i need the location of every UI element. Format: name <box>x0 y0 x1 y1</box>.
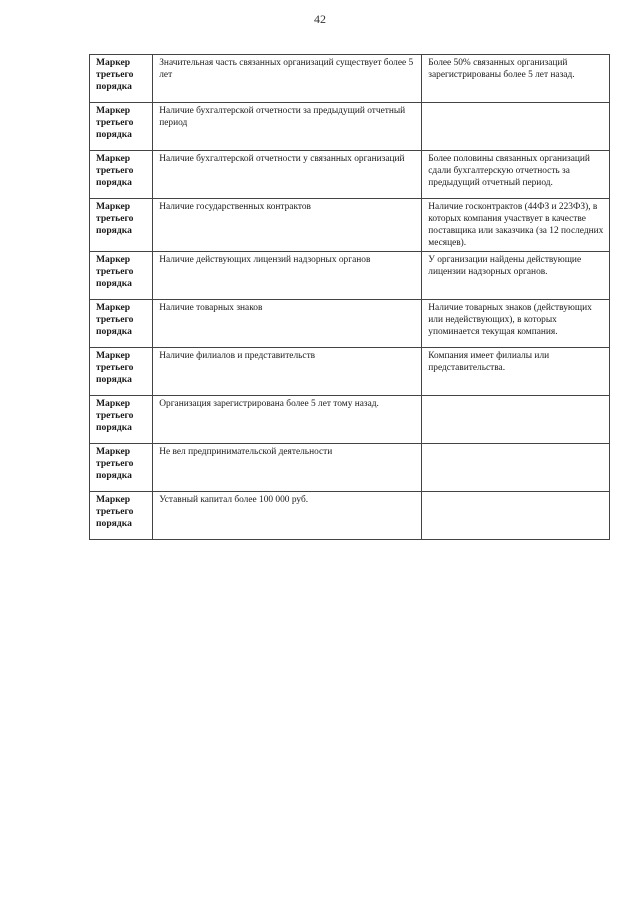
marker-cell <box>90 300 153 348</box>
marker-label-line: Маркер <box>96 494 131 505</box>
criterion-cell: Наличие бухгалтерской отчетности у связанных организаций <box>153 151 422 199</box>
marker-cell <box>90 103 153 151</box>
marker-cell <box>90 396 153 444</box>
marker-label-line: Маркер <box>96 350 131 361</box>
criterion-cell: Наличие бухгалтерской отчетности за предыдущий отчетный период <box>153 103 422 151</box>
marker-cell <box>90 492 153 540</box>
marker-label-line: третьего <box>96 410 134 421</box>
table-row <box>90 151 610 199</box>
marker-label-line: третьего <box>96 69 134 80</box>
detail-cell: Компания имеет филиалы или представительства. <box>422 348 610 396</box>
marker-label-line: порядка <box>96 470 132 481</box>
criterion-cell: Значительная часть связанных организаций существует более 5 лет <box>153 55 422 103</box>
criterion-cell: Наличие филиалов и представительств <box>153 348 422 396</box>
criterion-cell: Не вел предпринимательской деятельности <box>153 444 422 492</box>
page-number: 42 <box>314 12 326 26</box>
detail-cell <box>422 103 610 151</box>
criterion-cell: Организация зарегистрирована более 5 лет тому назад. <box>153 396 422 444</box>
marker-label-line: порядка <box>96 278 132 289</box>
marker-label-line: порядка <box>96 326 132 337</box>
marker-label-line: Маркер <box>96 57 131 68</box>
marker-label-line: третьего <box>96 458 134 469</box>
marker-label-line: порядка <box>96 518 132 529</box>
table-row <box>90 492 610 540</box>
criterion-cell: Наличие товарных знаков <box>153 300 422 348</box>
marker-label-line: Маркер <box>96 153 131 164</box>
detail-cell <box>422 396 610 444</box>
marker-label-line: порядка <box>96 374 132 385</box>
criterion-cell: Наличие государственных контрактов <box>153 199 422 252</box>
marker-label-line: третьего <box>96 362 134 373</box>
detail-cell <box>422 492 610 540</box>
marker-cell <box>90 151 153 199</box>
marker-label-line: третьего <box>96 506 134 517</box>
table-row <box>90 396 610 444</box>
marker-label-line: порядка <box>96 422 132 433</box>
marker-label-line: третьего <box>96 266 134 277</box>
detail-cell: У организации найдены действующие лицензии надзорных органов. <box>422 252 610 300</box>
marker-label-line: порядка <box>96 81 132 92</box>
marker-label-line: порядка <box>96 225 132 236</box>
marker-cell <box>90 444 153 492</box>
marker-label-line: третьего <box>96 213 134 224</box>
marker-label-line: третьего <box>96 117 134 128</box>
marker-label-line: Маркер <box>96 302 131 313</box>
marker-cell <box>90 348 153 396</box>
detail-cell <box>422 444 610 492</box>
marker-label-line: Маркер <box>96 446 131 457</box>
table-row <box>90 348 610 396</box>
marker-label-line: Маркер <box>96 254 131 265</box>
detail-cell: Наличие товарных знаков (действующих или недействующих), в которых упоминается текущая компания. <box>422 300 610 348</box>
marker-label-line: порядка <box>96 177 132 188</box>
marker-cell <box>90 55 153 103</box>
detail-cell: Более половины связанных организаций сдали бухгалтерскую отчетность за предыдущий отчетный период. <box>422 151 610 199</box>
marker-label-line: третьего <box>96 314 134 325</box>
table-row <box>90 199 610 252</box>
marker-label-line: третьего <box>96 165 134 176</box>
markers-table <box>89 54 610 540</box>
table-row <box>90 103 610 151</box>
table-row <box>90 55 610 103</box>
marker-cell <box>90 199 153 252</box>
marker-label-line: Маркер <box>96 105 131 116</box>
criterion-cell: Наличие действующих лицензий надзорных органов <box>153 252 422 300</box>
table-row <box>90 252 610 300</box>
table-row <box>90 300 610 348</box>
marker-label-line: Маркер <box>96 398 131 409</box>
criterion-cell: Уставный капитал более 100 000 руб. <box>153 492 422 540</box>
detail-cell: Более 50% связанных организаций зарегистрированы более 5 лет назад. <box>422 55 610 103</box>
detail-cell: Наличие госконтрактов (44ФЗ и 223ФЗ), в которых компания участвует в качестве поставщика или заказчика (за 12 последних месяцев). <box>422 199 610 252</box>
marker-label-line: Маркер <box>96 201 131 212</box>
marker-label-line: порядка <box>96 129 132 140</box>
marker-cell <box>90 252 153 300</box>
table-row <box>90 444 610 492</box>
